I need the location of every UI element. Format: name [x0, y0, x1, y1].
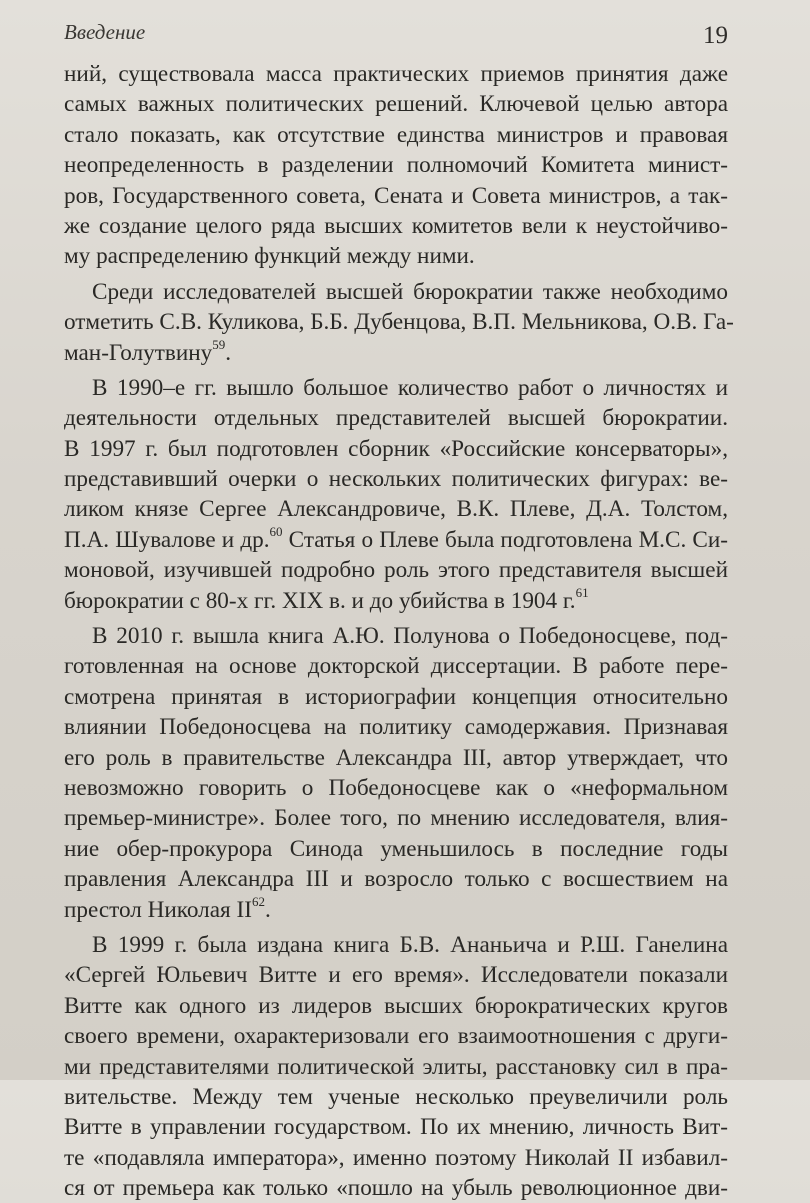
text-line: ми представителями политической элиты, расстановку сил в пра- — [64, 1053, 728, 1080]
text-line: самых важных политических решений. Ключевой целью автора — [64, 91, 728, 118]
text-line: отметить С.В. Куликова, Б.Б. Дубенцова, В.П. Мельникова, О.В. Га- — [64, 309, 734, 336]
text-line — [64, 338, 728, 368]
text-line: му распределению функций между ними. — [64, 243, 475, 270]
text-line: деятельности отдельных представителей высшей бюрократии. — [64, 405, 728, 432]
text-line — [64, 525, 728, 555]
footnote-ref-59[interactable]: 59 — [212, 336, 226, 352]
text-line: ров, Государственного совета, Сената и Совета министров, а так- — [64, 182, 728, 209]
line-text-after: . — [264, 896, 271, 923]
text-line: Витте в управлении государством. По их мнению, личность Вит- — [64, 1114, 728, 1141]
text-line: ний, существовала масса практических приемов принятия даже — [64, 61, 728, 87]
paragraph — [64, 277, 734, 368]
paragraph — [64, 373, 728, 616]
text-line: влиянии Победоносцева на политику самодержавия. Признавая — [64, 714, 728, 741]
text-line: своего времени, охарактеризовали его взаимоотношения с други- — [64, 1023, 728, 1050]
text-line: представивший очерки о нескольких политических фигурах: ве- — [64, 466, 728, 493]
paragraph — [64, 59, 728, 272]
text-line: В 1997 г. был подготовлен сборник «Российские консерваторы», — [64, 435, 728, 462]
line-text: бюрократии с 80-х гг. XIX в. и до убийства в 1904 г. — [64, 587, 576, 614]
text-line: Витте как одного из лидеров высших бюрократических кругов — [64, 992, 728, 1019]
line-text: престол Николая II — [64, 896, 252, 923]
text-line: правления Александра III и возросло только с восшествием на — [64, 866, 728, 893]
text-line: неопределенность в разделении полномочий Комитета минист- — [64, 152, 728, 179]
text-line: В 2010 г. вышла книга А.Ю. Полунова о Победоносцеве, под- — [92, 623, 728, 650]
text-line: вительстве. Между тем ученые несколько преувеличили роль — [64, 1083, 728, 1110]
text-line: ликом князе Сергее Александровиче, В.К. Плеве, Д.А. Толстом, — [64, 496, 728, 523]
text-line: его роль в правительстве Александра III, автор утверждает, что — [64, 744, 728, 771]
text-line: моновой, изучившей подробно роль этого представителя высшей — [64, 557, 728, 584]
text-line — [64, 586, 728, 616]
text-line: смотрена принятая в историографии концепция относительно — [64, 683, 728, 710]
line-text-after: Статья о Плеве была подготовлена М.С. Си- — [282, 526, 728, 553]
text-line: готовленная на основе докторской диссертации. В работе пере- — [64, 653, 728, 680]
text-line: же создание целого ряда высших комитетов вели к неустойчиво- — [64, 212, 728, 239]
body-text — [64, 59, 734, 1203]
text-line: «Сергей Юльевич Витте и его время». Исследователи показали — [64, 962, 728, 989]
line-text: ман-Голутвину — [64, 339, 213, 366]
paragraph — [64, 621, 728, 925]
line-text-after: . — [225, 339, 232, 366]
footnote-ref-61[interactable]: 61 — [575, 584, 589, 600]
text-line: ся от премьера как только «пошло на убыль революционное дви- — [64, 1175, 728, 1202]
text-line: премьер-министре». Более того, по мнению исследователя, влия- — [64, 805, 728, 832]
footnote-ref-60[interactable]: 60 — [269, 523, 283, 539]
text-line: В 1990–е гг. вышло большое количество работ о личностях и — [92, 374, 728, 401]
line-text: П.А. Шувалове и др. — [64, 526, 270, 553]
running-head: Введение — [64, 20, 146, 44]
footnote-ref-62[interactable]: 62 — [251, 893, 265, 909]
page-number: 19 — [703, 22, 728, 49]
text-line: ние обер-прокурора Синода уменьшилось в последние годы — [64, 835, 728, 862]
paragraph — [64, 930, 728, 1203]
text-line: те «подавляла императора», именно поэтому Николай II избавил- — [64, 1144, 728, 1171]
text-line: В 1999 г. была издана книга Б.В. Ананьича и Р.Ш. Ганелина — [92, 931, 728, 958]
text-line: стало показать, как отсутствие единства министров и правовая — [64, 121, 728, 148]
text-line: невозможно говорить о Победоносцеве как о «неформальном — [64, 774, 728, 801]
text-line — [64, 895, 728, 925]
text-line: Среди исследователей высшей бюрократии также необходимо — [92, 278, 728, 305]
